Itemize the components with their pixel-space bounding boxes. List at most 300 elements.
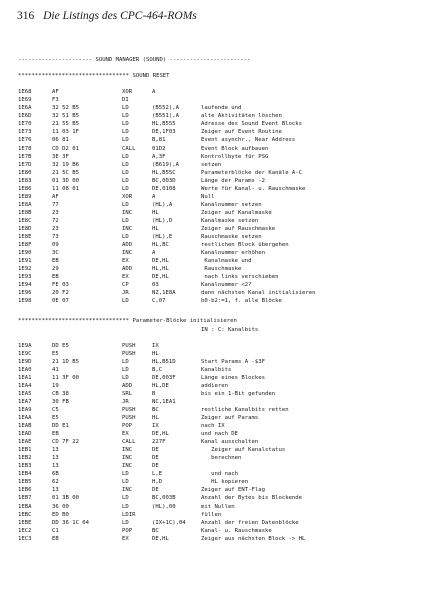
hex-bytes: 13 (52, 455, 59, 462)
operand: BC,003B (152, 495, 176, 502)
hex-bytes: 29 (52, 266, 59, 273)
code-line (18, 225, 418, 233)
operand: (B552),A (152, 105, 179, 112)
mnemonic: LD (122, 161, 129, 168)
hex-bytes: 73 (52, 234, 59, 241)
operand: 03 (152, 282, 159, 289)
blank-line (18, 80, 418, 88)
section-subheading-text: IN : C: Kanalbits (201, 326, 259, 333)
mnemonic: CALL (122, 439, 136, 446)
mnemonic: ADD (122, 266, 133, 273)
code-line (18, 120, 418, 128)
hex-bytes: ED B0 (52, 511, 69, 518)
comment: b0-b2:=1, f. alle Blöcke (201, 298, 282, 305)
page-number: 316 (17, 10, 35, 22)
address: 1EAE (18, 439, 32, 446)
address: 1EB7 (18, 495, 32, 502)
comment: Adresse des Sound Event Blocks (201, 121, 303, 128)
comment: Kontrollbyte für PSG (201, 153, 269, 160)
comment: Kanalnummer erhöhen (201, 250, 265, 257)
mnemonic: LD (122, 129, 129, 136)
hex-bytes: 13 (52, 447, 59, 454)
hex-bytes: 13 (52, 463, 59, 470)
mnemonic: CP (122, 282, 129, 289)
comment: Länge eines Blockes (201, 374, 265, 381)
hex-bytes: 6B (52, 471, 59, 478)
mnemonic: LD (122, 137, 129, 144)
comment: Anzahl der Bytes bis Blockende (201, 495, 303, 502)
code-line (18, 478, 418, 486)
hex-bytes: 11 08 01 (52, 185, 79, 192)
operand: NC,1EA1 (152, 398, 176, 405)
address: 1E8B (18, 209, 32, 216)
address: 1E69 (18, 97, 32, 104)
address: 1EBC (18, 511, 32, 518)
code-line (18, 145, 418, 153)
hex-bytes: 62 (52, 479, 59, 486)
code-line (18, 470, 418, 478)
address: 1E8A (18, 201, 32, 208)
comment: addieren (201, 382, 228, 389)
code-line (18, 438, 418, 446)
address: 1EB4 (18, 471, 32, 478)
mnemonic: JR (122, 398, 129, 405)
address: 1E8C (18, 217, 32, 224)
code-line (18, 454, 418, 462)
operand: DE (152, 447, 159, 454)
code-line (18, 406, 418, 414)
hex-bytes: 09 (52, 242, 59, 249)
address: 1E80 (18, 169, 32, 176)
operand: DE,1F03 (152, 129, 176, 136)
operand: C,07 (152, 298, 166, 305)
operand: HL (152, 209, 159, 216)
mnemonic: PUSH (122, 350, 136, 357)
address: 1E83 (18, 177, 32, 184)
hex-bytes: F3 (52, 97, 59, 104)
code-line (18, 414, 418, 422)
code-line (18, 494, 418, 502)
address: 1E8E (18, 234, 32, 241)
address: 1EB3 (18, 463, 32, 470)
comment: Zeiger aus nächsten Block -> HL (201, 535, 306, 542)
code-line (18, 486, 418, 494)
hex-bytes: FE 03 (52, 282, 69, 289)
hex-bytes: 21 55 B5 (52, 121, 79, 128)
address: 1E91 (18, 258, 32, 265)
operand: IX (152, 423, 159, 430)
address: 1EA7 (18, 398, 32, 405)
mnemonic: POP (122, 527, 133, 534)
mnemonic: INC (122, 487, 133, 494)
comment: Kanalnummer setzen (201, 201, 262, 208)
hex-bytes: 23 (52, 225, 59, 232)
code-line (18, 390, 418, 398)
mnemonic: ADD (122, 242, 133, 249)
comment: Kanalmaske und (201, 258, 252, 265)
mnemonic: LDIR (122, 511, 136, 518)
operand: B,81 (152, 137, 166, 144)
code-line (18, 273, 418, 281)
code-line (18, 511, 418, 519)
hex-bytes: DD 36 1C 04 (52, 519, 90, 526)
address: 1EB2 (18, 455, 32, 462)
mnemonic: LD (122, 479, 129, 486)
comment: Parameterblöcke der Kanäle A-C (201, 169, 303, 176)
blank-line (18, 334, 418, 342)
hex-bytes: AF (52, 193, 59, 200)
hex-bytes: 06 81 (52, 137, 69, 144)
comment: Länge der Params -2 (201, 177, 265, 184)
comment: und nach (201, 471, 239, 478)
operand: HL (152, 415, 159, 422)
address: 1E6D (18, 113, 32, 120)
operand: DE,003F (152, 374, 176, 381)
operand: (B619),A (152, 161, 179, 168)
hex-bytes: EB (52, 431, 59, 438)
hex-bytes: EB (52, 535, 59, 542)
comment: Kanalbits (201, 366, 232, 373)
address: 1EAB (18, 423, 32, 430)
section-subheading (18, 326, 418, 334)
address: 1EBA (18, 503, 32, 510)
hex-bytes: CB 38 (52, 390, 69, 397)
hex-bytes: DD E5 (52, 342, 69, 349)
hex-bytes: 13 (52, 487, 59, 494)
comment: Kanalnummer <2? (201, 282, 252, 289)
section-heading-text: ********************************* Parameter-Blöcke initialisieren (18, 318, 237, 325)
section-heading-text: ---------------------- SOUND MANAGER (SOUND) ------------------------ (18, 57, 251, 63)
code-line (18, 374, 418, 382)
code-line (18, 185, 418, 193)
hex-bytes: DD E1 (52, 423, 69, 430)
operand: BC (152, 406, 159, 413)
comment: Zeiger auf Kanalstatus (201, 447, 286, 454)
address: 1E70 (18, 121, 32, 128)
address: 1E76 (18, 137, 32, 144)
address: 1EBE (18, 519, 32, 526)
mnemonic: PUSH (122, 415, 136, 422)
address: 1E68 (18, 89, 32, 96)
mnemonic: EX (122, 535, 129, 542)
comment: nach links verschieben (201, 274, 279, 281)
comment: Rauschmaske setzen (201, 234, 262, 241)
address: 1E78 (18, 145, 32, 152)
operand: DE,HL (152, 258, 169, 265)
code-line (18, 209, 418, 217)
address: 1EB1 (18, 447, 32, 454)
operand: HL,B55C (152, 169, 176, 176)
code-line (18, 233, 418, 241)
comment: Null (201, 193, 215, 200)
mnemonic: LD (122, 113, 129, 120)
address: 1EC2 (18, 527, 32, 534)
operand: DE,0108 (152, 185, 176, 192)
mnemonic: XOR (122, 193, 133, 200)
comment: Zeiger auf Kanalmaske (201, 209, 272, 216)
comment: Kanal- u. Rauschmaske (201, 527, 272, 534)
code-line (18, 350, 418, 358)
mnemonic: XOR (122, 89, 133, 96)
address: 1EA9 (18, 406, 32, 413)
comment: laufende und (201, 105, 242, 112)
operand: BC (152, 527, 159, 534)
hex-bytes: 21 5C B5 (52, 169, 79, 176)
address: 1EAA (18, 415, 32, 422)
operand: L,E (152, 471, 163, 478)
comment: restliche Kanalbits retten (201, 406, 289, 413)
code-line (18, 366, 418, 374)
comment: Zeiger auf Rauschmaske (201, 225, 276, 232)
section-heading (18, 317, 418, 325)
mnemonic: INC (122, 225, 133, 232)
section-gap (18, 305, 418, 317)
comment: restlichen Block übergehen (201, 242, 289, 249)
operand: BC,003D (152, 177, 176, 184)
comment: alte Aktivitäten löschen (201, 113, 282, 120)
operand: HL,HL (152, 266, 169, 273)
hex-bytes: 23 (52, 209, 59, 216)
code-line (18, 382, 418, 390)
code-line (18, 128, 418, 136)
mnemonic: LD (122, 234, 129, 241)
hex-bytes: 21 1D B5 (52, 358, 79, 365)
operand: (B551),A (152, 113, 179, 120)
operand: (HL),A (152, 201, 173, 208)
address: 1E9D (18, 358, 32, 365)
mnemonic: POP (122, 423, 133, 430)
hex-bytes: EB (52, 258, 59, 265)
mnemonic: EX (122, 258, 129, 265)
address: 1EAD (18, 431, 32, 438)
code-line (18, 104, 418, 112)
operand: H,D (152, 479, 163, 486)
operand: DE (152, 487, 159, 494)
operand: B,C (152, 366, 163, 373)
operand: HL,B555 (152, 121, 176, 128)
operand: DE,HL (152, 274, 169, 281)
operand: DE (152, 463, 159, 470)
address: 1E8D (18, 225, 32, 232)
operand: HL,DE (152, 382, 169, 389)
mnemonic: LD (122, 471, 129, 478)
code-line (18, 136, 418, 144)
operand: A (152, 89, 156, 96)
hex-bytes: 72 (52, 217, 59, 224)
operand: DE (152, 455, 159, 462)
mnemonic: CALL (122, 145, 136, 152)
mnemonic: LD (122, 503, 129, 510)
section-subheading-text: ********************************* SOUND RESET (18, 73, 170, 80)
code-line (18, 281, 418, 289)
mnemonic: EX (122, 274, 129, 281)
hex-bytes: 77 (52, 201, 59, 208)
operand: A (152, 193, 156, 200)
address: 1E73 (18, 129, 32, 136)
mnemonic: INC (122, 250, 133, 257)
address: 1EA1 (18, 374, 32, 381)
mnemonic: LD (122, 217, 129, 224)
hex-bytes: CD D2 01 (52, 145, 79, 152)
operand: (HL),D (152, 217, 173, 224)
address: 1EA4 (18, 382, 32, 389)
address: 1E92 (18, 266, 32, 273)
code-line (18, 503, 418, 511)
operand: NZ,1E8A (152, 290, 176, 297)
address: 1EC3 (18, 535, 32, 542)
hex-bytes: 11 03 1F (52, 129, 79, 136)
address: 1E94 (18, 282, 32, 289)
code-line (18, 527, 418, 535)
operand: DE,HL (152, 431, 169, 438)
operand: (HL),E (152, 234, 173, 241)
mnemonic: PUSH (122, 406, 136, 413)
address: 1EA5 (18, 390, 32, 397)
mnemonic: LD (122, 495, 129, 502)
operand: (HL),00 (152, 503, 176, 510)
hex-bytes: 30 FB (52, 398, 69, 405)
comment: Anzahl der freien Datenblöcke (201, 519, 299, 526)
operand: IX (152, 342, 159, 349)
mnemonic: LD (122, 121, 129, 128)
hex-bytes: 32 52 B5 (52, 105, 79, 112)
code-line (18, 249, 418, 257)
hex-bytes: 20 F2 (52, 290, 69, 297)
comment: Event asynchr., Near Address (201, 137, 296, 144)
operand: HL (152, 350, 159, 357)
hex-bytes: CD 7F 22 (52, 439, 79, 446)
mnemonic: LD (122, 358, 129, 365)
mnemonic: LD (122, 519, 129, 526)
operand: (IX+1C),04 (152, 519, 186, 526)
comment: berechnen (201, 455, 242, 462)
hex-bytes: E5 (52, 415, 59, 422)
address: 1E93 (18, 274, 32, 281)
mnemonic: LD (122, 177, 129, 184)
code-line (18, 96, 418, 104)
address: 1E9A (18, 342, 32, 349)
address: 1E9C (18, 350, 32, 357)
comment: setzen (201, 161, 222, 168)
address: 1EB5 (18, 479, 32, 486)
address: 1E7B (18, 153, 32, 160)
code-line (18, 257, 418, 265)
code-line (18, 446, 418, 454)
section-heading (18, 56, 418, 64)
comment: Werte für Kanal- u. Rauschmaske (201, 185, 306, 192)
address: 1E96 (18, 290, 32, 297)
comment: Zeiger auf Event Routine (201, 129, 282, 136)
operand: HL,BC (152, 242, 169, 249)
hex-bytes: 01 3D 00 (52, 177, 79, 184)
code-line (18, 241, 418, 249)
mnemonic: LD (122, 298, 129, 305)
code-line (18, 462, 418, 470)
code-line (18, 169, 418, 177)
comment: dann nächsten Kanal initialisieren (201, 290, 316, 297)
comment: Kanal ausschalten (201, 439, 259, 446)
address: 1E7D (18, 161, 32, 168)
mnemonic: PUSH (122, 342, 136, 349)
hex-bytes: 11 3F 00 (52, 374, 79, 381)
mnemonic: DI (122, 97, 129, 104)
comment: und nach DE (201, 431, 239, 438)
comment: Rauschmaske (201, 266, 242, 273)
mnemonic: INC (122, 455, 133, 462)
comment: bis ein 1-Bit gefunden (201, 390, 276, 397)
hex-bytes: 36 00 (52, 503, 69, 510)
comment: Zeiger auf ENT-Flag (201, 487, 265, 494)
hex-bytes: E5 (52, 350, 59, 357)
mnemonic: LD (122, 169, 129, 176)
hex-bytes: 32 19 B6 (52, 161, 79, 168)
address: 1E86 (18, 185, 32, 192)
hex-bytes: 19 (52, 382, 59, 389)
page-title: Die Listings des CPC-464-ROMs (43, 10, 197, 22)
operand: 227F (152, 439, 166, 446)
operand: B (152, 390, 156, 397)
mnemonic: INC (122, 447, 133, 454)
code-line (18, 297, 418, 305)
address: 1E98 (18, 298, 32, 305)
hex-bytes: 41 (52, 366, 59, 373)
comment: Event Block aufbauen (201, 145, 269, 152)
address: 1EB6 (18, 487, 32, 494)
mnemonic: ADD (122, 382, 133, 389)
operand: A (152, 250, 156, 257)
mnemonic: SRL (122, 390, 133, 397)
hex-bytes: 32 51 B5 (52, 113, 79, 120)
section-subheading (18, 72, 418, 80)
code-line (18, 153, 418, 161)
hex-bytes: 3C (52, 250, 59, 257)
code-line (18, 161, 418, 169)
comment: mit Nullen (201, 503, 235, 510)
operand: 01D2 (152, 145, 166, 152)
address: 1EA0 (18, 366, 32, 373)
comment: nach IX (201, 423, 225, 430)
operand: HL,B51D (152, 358, 176, 365)
hex-bytes: 3E 3F (52, 153, 69, 160)
comment: Kanalmaske setzen (201, 217, 259, 224)
mnemonic: LD (122, 153, 129, 160)
address: 1E89 (18, 193, 32, 200)
code-line (18, 201, 418, 209)
code-line (18, 358, 418, 366)
comment: füllen (201, 511, 222, 518)
assembly-listing (18, 56, 418, 543)
code-line (18, 422, 418, 430)
page-header (17, 10, 197, 22)
operand: A,3F (152, 153, 166, 160)
code-line (18, 193, 418, 201)
code-line (18, 177, 418, 185)
hex-bytes: EB (52, 274, 59, 281)
hex-bytes: C1 (52, 527, 59, 534)
mnemonic: INC (122, 463, 133, 470)
code-line (18, 519, 418, 527)
hex-bytes: AF (52, 89, 59, 96)
code-line (18, 265, 418, 273)
hex-bytes: C5 (52, 406, 59, 413)
hex-bytes: 01 3B 00 (52, 495, 79, 502)
operand: HL (152, 225, 159, 232)
code-line (18, 112, 418, 120)
comment: Zeiger auf Params (201, 415, 259, 422)
operand: DE,HL (152, 535, 169, 542)
code-line (18, 430, 418, 438)
code-line (18, 88, 418, 96)
